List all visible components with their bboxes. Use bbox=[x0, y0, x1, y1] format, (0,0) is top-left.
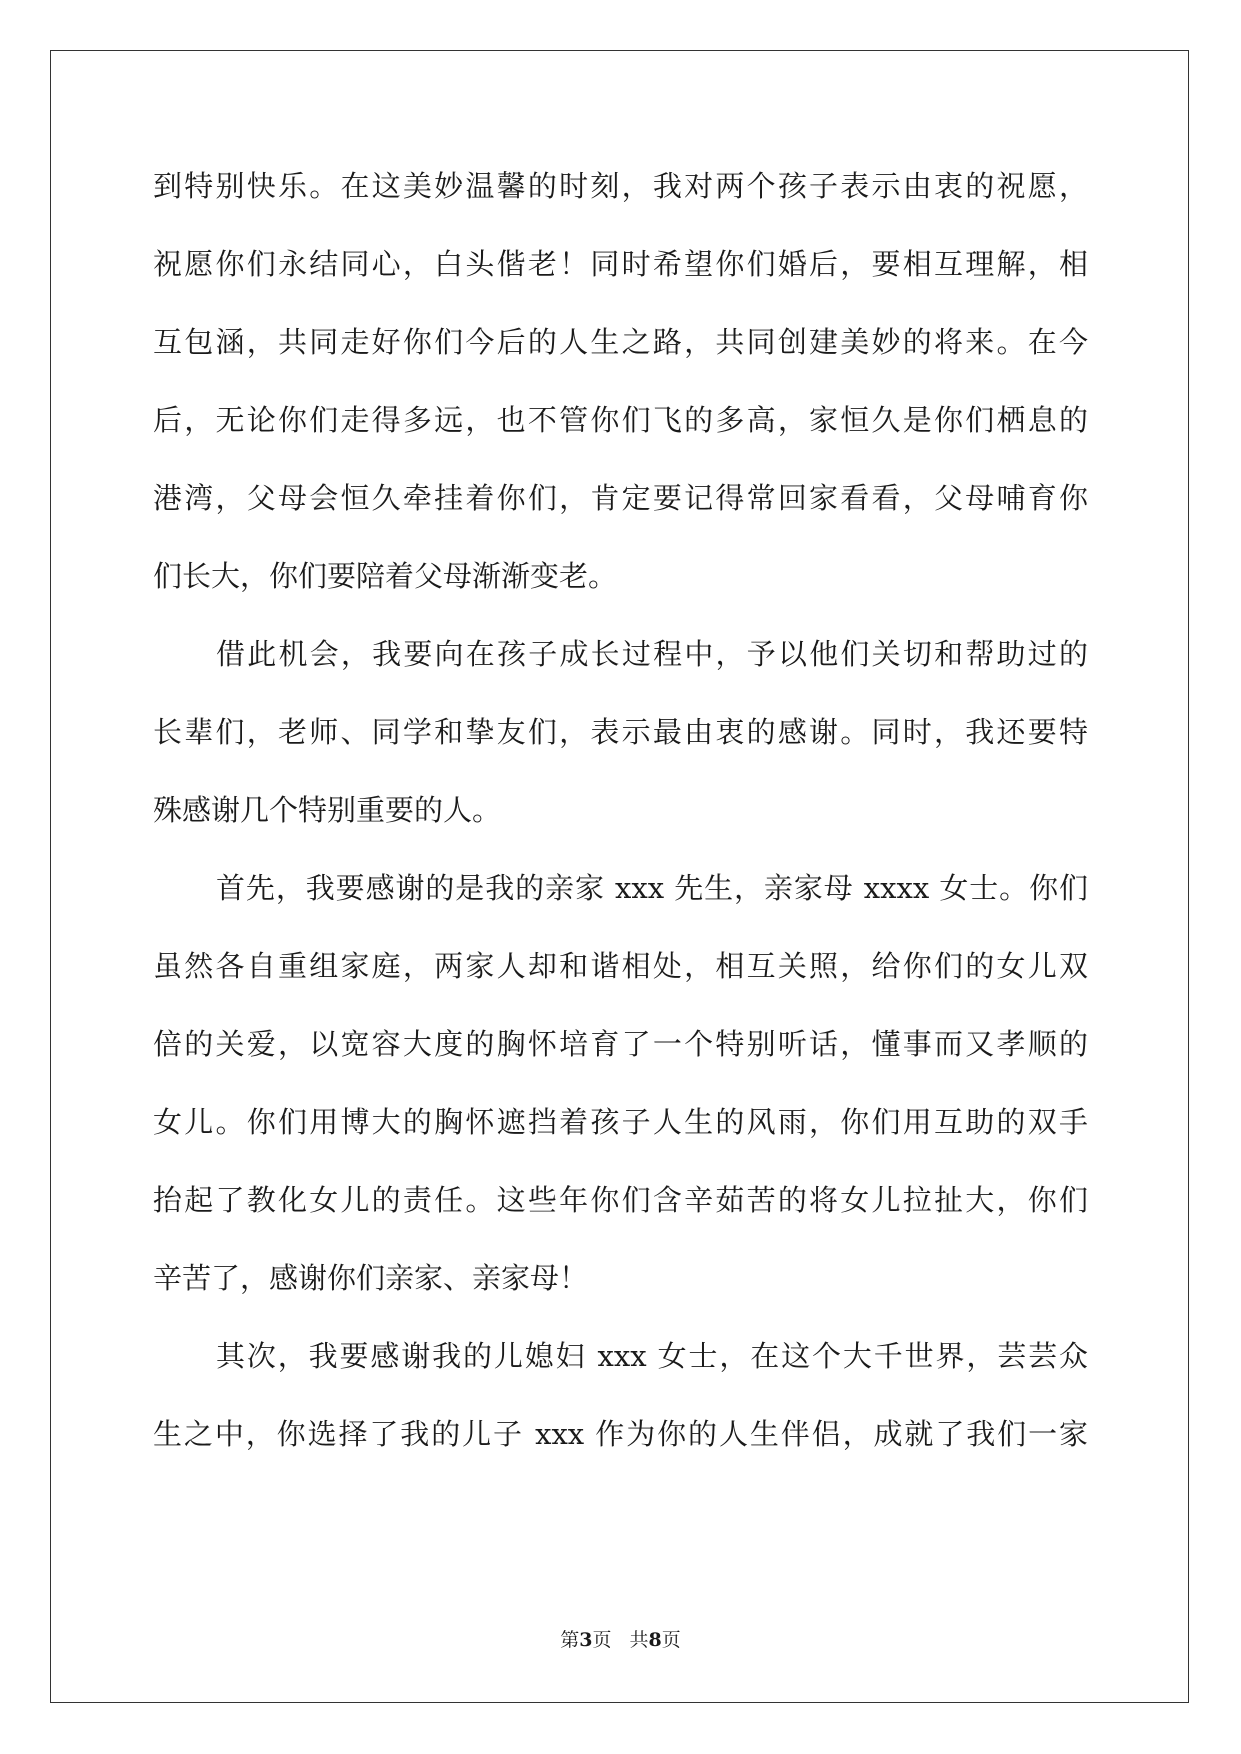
text-line: 辛苦了，感谢你们亲家、亲家母！ bbox=[153, 1261, 589, 1295]
page-current: 3 bbox=[579, 1629, 593, 1651]
text-line: 祝愿你们永结同心，白头偕老！同时希望你们婚后，要相互理解，相 bbox=[153, 247, 1088, 281]
text-line: 借此机会，我要向在孩子成长过程中，予以他们关切和帮助过的 bbox=[216, 637, 1088, 671]
text-line: 其次，我要感谢我的儿媳妇 xxx 女士，在这个大千世界，芸芸众 bbox=[216, 1339, 1088, 1373]
text-line: 女儿。你们用博大的胸怀遮挡着孩子人生的风雨，你们用互助的双手 bbox=[153, 1105, 1088, 1139]
text-line: 后，无论你们走得多远，也不管你们飞的多高，家恒久是你们栖息的 bbox=[153, 403, 1088, 437]
text-line: 殊感谢几个特别重要的人。 bbox=[153, 793, 502, 827]
text-line: 首先，我要感谢的是我的亲家 xxx 先生，亲家母 xxxx 女士。你们 bbox=[216, 871, 1088, 905]
text-line: 港湾，父母会恒久牵挂着你们，肯定要记得常回家看看，父母哺育你 bbox=[153, 481, 1088, 515]
page-footer bbox=[0, 1625, 1241, 1652]
total-unit: 页 bbox=[661, 1629, 681, 1651]
total-prefix: 共 bbox=[629, 1629, 649, 1651]
text-line: 到特别快乐。在这美妙温馨的时刻，我对两个孩子表示由衷的祝愿， bbox=[153, 169, 1088, 203]
text-line: 抬起了教化女儿的责任。这些年你们含辛茹苦的将女儿拉扯大，你们 bbox=[153, 1183, 1088, 1217]
text-line: 倍的关爱，以宽容大度的胸怀培育了一个特别听话，懂事而又孝顺的 bbox=[153, 1027, 1088, 1061]
text-line: 生之中，你选择了我的儿子 xxx 作为你的人生伴侣，成就了我们一家 bbox=[153, 1417, 1088, 1451]
text-line: 互包涵，共同走好你们今后的人生之路，共同创建美妙的将来。在今 bbox=[153, 325, 1088, 359]
text-line: 们长大，你们要陪着父母渐渐变老。 bbox=[153, 559, 618, 593]
page-unit: 页 bbox=[592, 1629, 612, 1651]
page-total: 8 bbox=[648, 1629, 662, 1651]
page-prefix: 第 bbox=[560, 1629, 580, 1651]
text-line: 长辈们，老师、同学和挚友们，表示最由衷的感谢。同时，我还要特 bbox=[153, 715, 1088, 749]
document-body bbox=[153, 166, 1088, 1492]
text-line: 虽然各自重组家庭，两家人却和谐相处，相互关照，给你们的女儿双 bbox=[153, 949, 1088, 983]
